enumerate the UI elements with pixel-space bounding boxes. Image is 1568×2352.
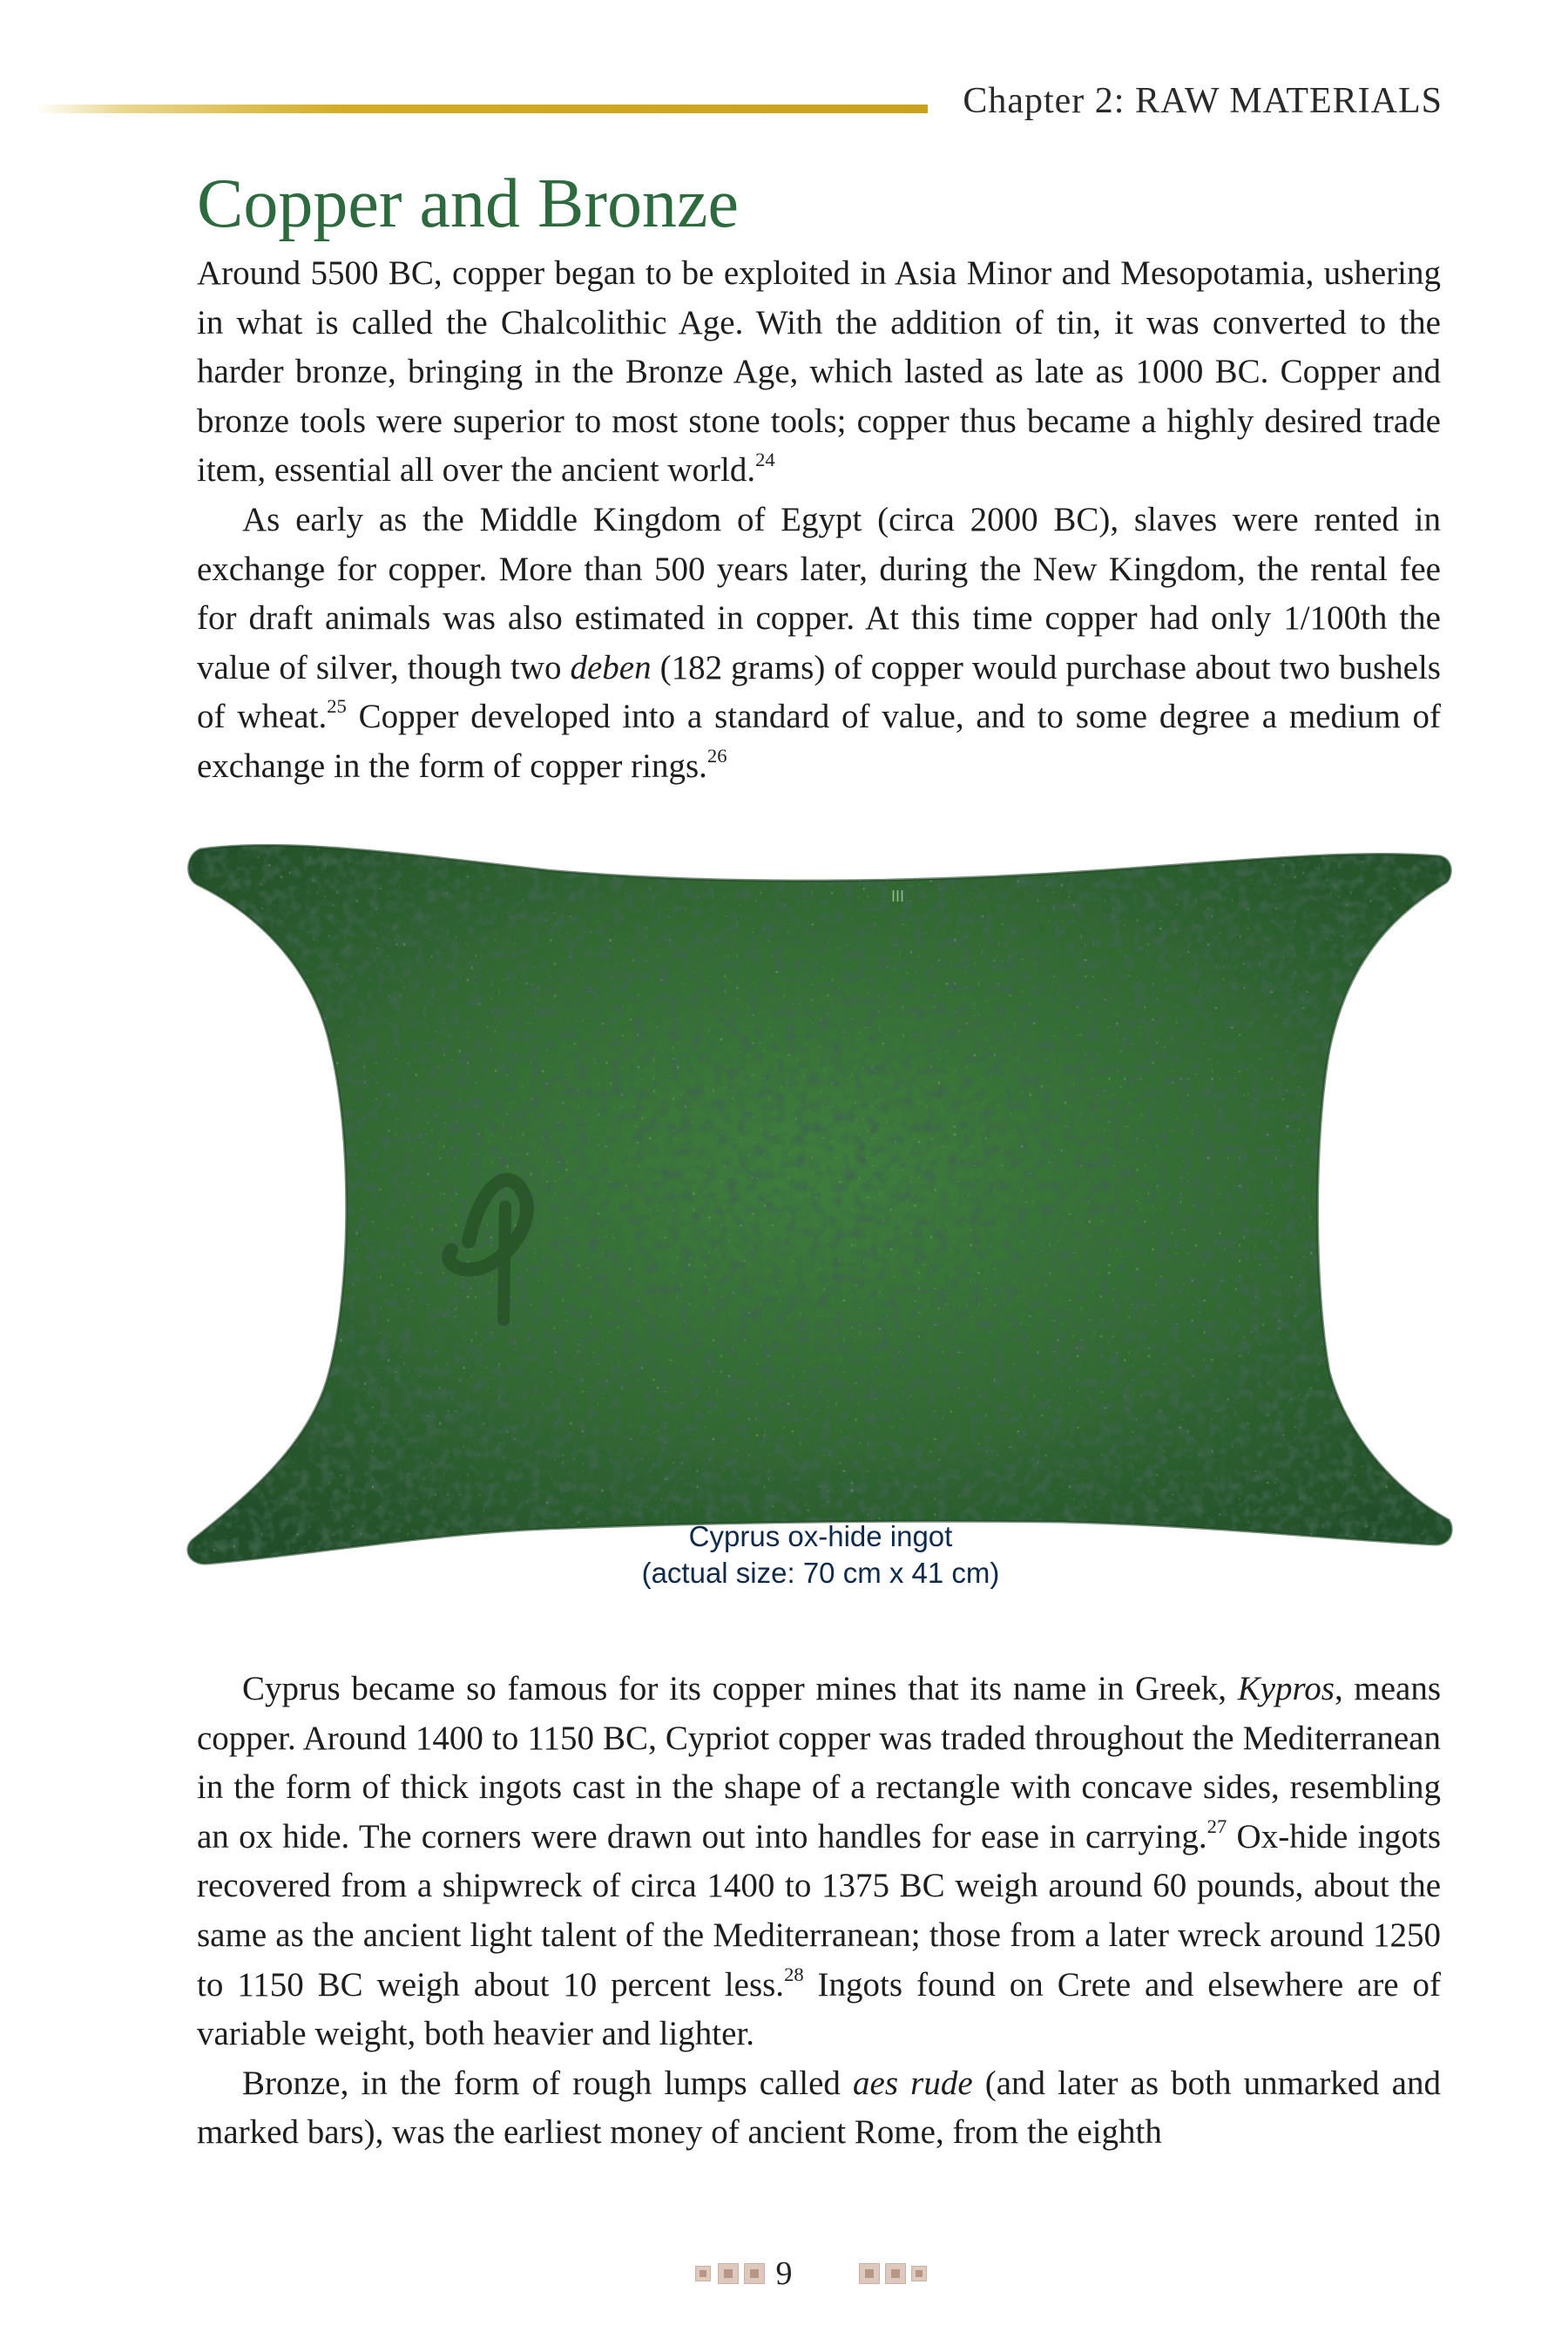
page-footer — [0, 2247, 1568, 2300]
italic-term: deben — [570, 648, 652, 686]
footnote-ref: 24 — [755, 449, 775, 471]
section-title: Copper and Bronze — [197, 166, 740, 242]
page-number: 9 — [775, 2255, 793, 2292]
paragraph-2: As early as the Middle Kingdom of Egypt (circa 2000 BC), slaves were rented in exchange for copper. More than 500 years later, during the New Kingdom, the rental fee for draft animals was also estimated in copper. At this time copper had only 1/100th the value of silver, though two deben (182 grams) of copper would purchase about two bushels of wheat.$^{25}$ Copper developed into a standard of value, and to some degree a medium of exchange in the form of copper rings.$^{26}$ — [197, 500, 1441, 785]
ornament-icon — [911, 2266, 927, 2281]
footnote-ref: 26 — [706, 744, 727, 767]
paragraph-4: Bronze, in the form of rough lumps called aes rude (and later as both unmarked and marked bars), was the earliest money of ancient Rome, from the eighth — [197, 2064, 1441, 2152]
ingot-shape — [188, 845, 1451, 1564]
ox-hide-ingot-image — [181, 832, 1460, 1607]
italic-term: aes rude — [853, 2064, 973, 2102]
ornament-icon — [885, 2263, 906, 2284]
paragraph-1: Around 5500 BC, copper began to be exploited in Asia Minor and Mesopotamia, ushering in what is called the Chalcolithic Age. With the addition of tin, it was converted to the harder bronze, bringing in the Bronze Age, which lasted as late as 1000 BC. Copper and bronze tools were superior to most stone tools; copper thus became a highly desired trade item, essential all over the ancient world.$^{24}$ — [197, 254, 1441, 490]
figure-caption-size: (actual size: 70 cm x 41 cm) — [641, 1557, 1000, 1589]
ornament-icon — [718, 2263, 739, 2284]
footnote-ref: 28 — [784, 1963, 804, 1985]
ornament-icon — [859, 2263, 880, 2284]
paragraph-3: Cyprus became so famous for its copper mines that its name in Greek, Kypros, means copper. Around 1400 to 1150 BC, Cypriot copper was traded throughout the Mediterranean in the form of thick ingots cast in the shape of a rectangle with concave sides, resembling an ox hide. The corners were drawn out into handles for ease in carrying.$^{27}$ Ox-hide ingots recovered from a shipwreck of circa 1400 to 1375 BC weigh around 60 pounds, about the same as the ancient light talent of the Mediterranean; those from a later wreck around 1250 to 1150 BC weigh about 10 percent less.$^{28}$ Ingots found on Crete and elsewhere are of variable weight, both heavier and lighter. — [197, 1670, 1441, 2053]
ornament-icon — [695, 2266, 711, 2281]
chapter-heading: Chapter 2: RAW MATERIALS — [963, 81, 1443, 121]
figure-caption-title: Cyprus ox-hide ingot — [688, 1520, 953, 1552]
ingot-figure — [181, 832, 1460, 1607]
italic-term: Kypros — [1237, 1670, 1335, 1707]
footnote-ref: 27 — [1206, 1815, 1227, 1837]
upper-text-block — [197, 249, 1441, 792]
ornament-icon — [744, 2263, 765, 2284]
lower-text-block — [197, 1665, 1441, 2158]
ingot-stamp: III — [891, 888, 905, 905]
header-rule — [35, 105, 928, 113]
footnote-ref: 25 — [327, 695, 347, 718]
